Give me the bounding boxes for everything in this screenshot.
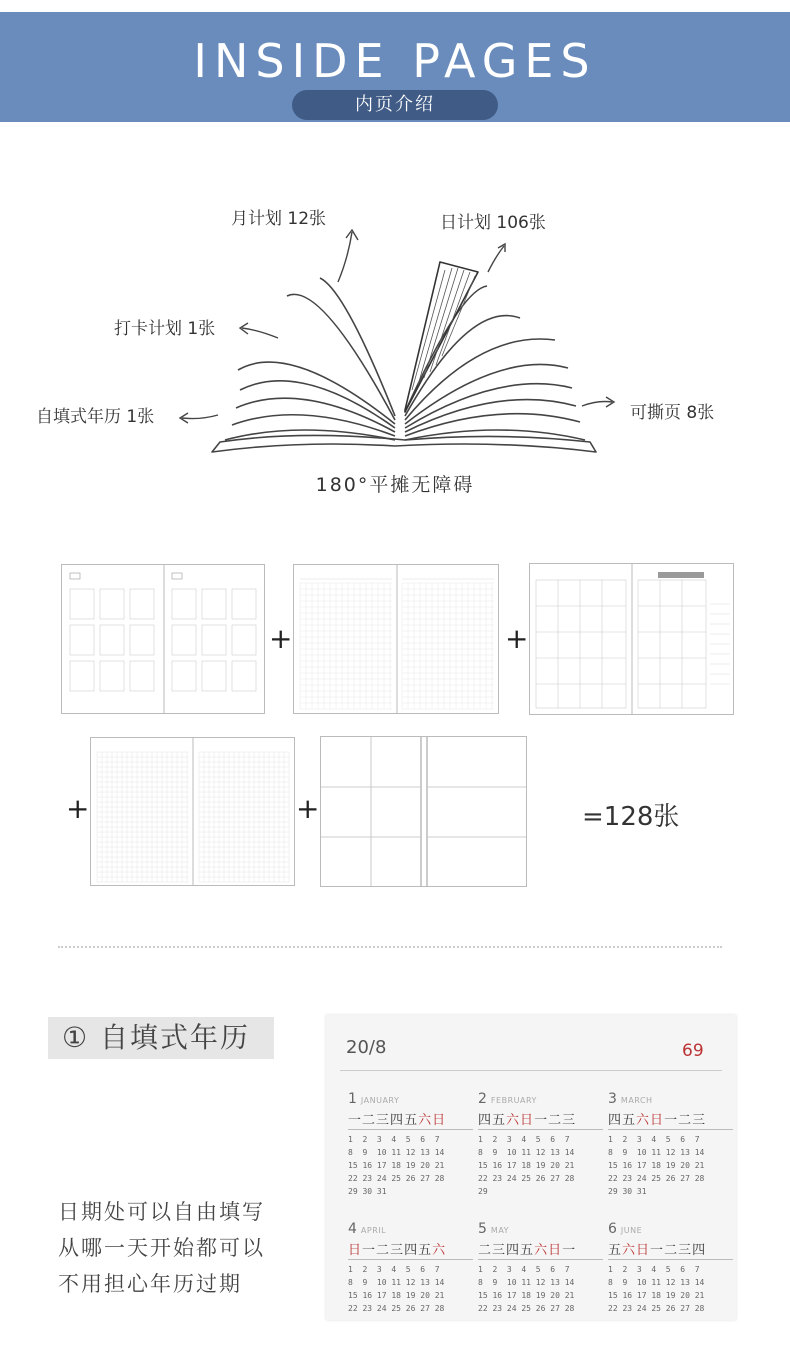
section-desc-line: 不用担心年历过期 [58, 1272, 242, 1296]
weekday-label: 一 [664, 1113, 679, 1128]
weekday-label: 二 [548, 1113, 563, 1128]
section-title: ① 自填式年历 [48, 1017, 274, 1059]
month-name: JUNE [620, 1226, 643, 1235]
month-heading: 3 MARCH [608, 1091, 653, 1107]
thumb-tearable-pages [320, 736, 527, 887]
weekday-row [608, 1239, 733, 1260]
weekday-label: 三 [390, 1243, 405, 1258]
day-numbers: 1 2 3 4 5 6 7 8 9 10 11 12 13 14 15 16 17 18 19 20 21 22 23 24 25 26 27 28 29 30 31 [348, 1135, 445, 1196]
weekday-label: 三 [678, 1243, 693, 1258]
thumb-monthly-plan [529, 563, 734, 715]
weekday-label: 五 [404, 1113, 419, 1128]
weekday-label: 一 [534, 1113, 549, 1128]
weekday-label: 五 [418, 1243, 433, 1258]
weekday-label: 三 [692, 1113, 707, 1128]
weekday-label: 六 [636, 1113, 651, 1128]
calendar-month [608, 1221, 733, 1315]
weekday-label: 一 [562, 1243, 577, 1258]
calendar-month [348, 1091, 473, 1198]
plus-sign: + [66, 792, 90, 825]
weekday-label: 六 [418, 1113, 433, 1128]
weekday-label: 三 [562, 1113, 577, 1128]
thumb-checkin-plan [293, 564, 499, 714]
day-numbers: 1 2 3 4 5 6 7 8 9 10 11 12 13 14 15 16 17 18 19 20 21 22 23 24 25 26 27 28 [478, 1265, 575, 1313]
weekday-label: 六 [534, 1243, 549, 1258]
section-desc-line: 从哪一天开始都可以 [58, 1236, 265, 1260]
calendar-page-number: 69 [682, 1041, 704, 1061]
label-tearable-pages: 可撕页 8张 [630, 403, 715, 423]
weekday-label: 一 [348, 1113, 363, 1128]
month-heading: 6 JUNE [608, 1221, 643, 1237]
weekday-label: 日 [348, 1243, 363, 1258]
day-numbers: 1 2 3 4 5 6 7 8 9 10 11 12 13 14 15 16 17 18 19 20 21 22 23 24 25 26 27 28 [348, 1265, 445, 1313]
weekday-label: 五 [520, 1243, 535, 1258]
month-name: APRIL [360, 1226, 387, 1235]
month-heading: 4 APRIL [348, 1221, 387, 1237]
weekday-label: 四 [692, 1243, 707, 1258]
calendar-year: 20/8 [346, 1037, 387, 1058]
label-monthly-plan: 月计划 12张 [231, 209, 327, 229]
book-caption: 180°平摊无障碍 [315, 474, 475, 496]
page-subtitle: 内页介绍 [292, 90, 498, 120]
weekday-label: 二 [362, 1113, 377, 1128]
month-heading: 1 JANUARY [348, 1091, 400, 1107]
weekday-label: 四 [506, 1243, 521, 1258]
month-name: JANUARY [360, 1096, 400, 1105]
day-numbers: 1 2 3 4 5 6 7 8 9 10 11 12 13 14 15 16 17 18 19 20 21 22 23 24 25 26 27 28 29 [478, 1135, 575, 1196]
month-name: MAY [490, 1226, 510, 1235]
total-pages: =128张 [582, 802, 680, 832]
calendar-month [608, 1091, 733, 1198]
weekday-label: 日 [548, 1243, 563, 1258]
section-divider [58, 946, 722, 948]
label-year-calendar: 自填式年历 1张 [36, 407, 155, 427]
weekday-row [478, 1109, 603, 1130]
weekday-row [608, 1109, 733, 1130]
month-name: FEBRUARY [490, 1096, 537, 1105]
weekday-label: 三 [376, 1113, 391, 1128]
day-numbers: 1 2 3 4 5 6 7 8 9 10 11 12 13 14 15 16 17 18 19 20 21 22 23 24 25 26 27 28 29 30 31 [608, 1135, 705, 1196]
weekday-label: 日 [432, 1113, 447, 1128]
calendar-header-rule [340, 1070, 722, 1071]
weekday-label: 五 [622, 1113, 637, 1128]
calendar-month [348, 1221, 473, 1315]
weekday-row [478, 1239, 603, 1260]
weekday-label: 五 [608, 1243, 623, 1258]
weekday-label: 五 [492, 1113, 507, 1128]
weekday-label: 二 [664, 1243, 679, 1258]
month-name: MARCH [620, 1096, 653, 1105]
weekday-label: 六 [432, 1243, 447, 1258]
section-desc-line: 日期处可以自由填写 [58, 1200, 265, 1224]
weekday-label: 日 [520, 1113, 535, 1128]
weekday-label: 二 [376, 1243, 391, 1258]
weekday-label: 一 [650, 1243, 665, 1258]
open-book-illustration [0, 0, 790, 520]
label-daily-plan: 日计划 106张 [440, 213, 546, 233]
calendar-month [478, 1221, 603, 1315]
thumb-year-calendar [61, 564, 265, 714]
weekday-label: 日 [636, 1243, 651, 1258]
month-heading: 2 FEBRUARY [478, 1091, 537, 1107]
weekday-label: 四 [608, 1113, 623, 1128]
thumb-daily-plan [90, 737, 295, 886]
day-numbers: 1 2 3 4 5 6 7 8 9 10 11 12 13 14 15 16 17 18 19 20 21 22 23 24 25 26 27 28 [608, 1265, 705, 1313]
weekday-label: 二 [678, 1113, 693, 1128]
plus-sign: + [505, 622, 529, 655]
weekday-label: 一 [362, 1243, 377, 1258]
calendar-month [478, 1091, 603, 1198]
plus-sign: + [296, 792, 320, 825]
weekday-label: 四 [478, 1113, 493, 1128]
page-title: INSIDE PAGES [193, 34, 597, 88]
weekday-label: 六 [506, 1113, 521, 1128]
weekday-label: 二 [478, 1243, 493, 1258]
weekday-row [348, 1239, 473, 1260]
weekday-label: 四 [404, 1243, 419, 1258]
month-heading: 5 MAY [478, 1221, 510, 1237]
label-checkin-plan: 打卡计划 1张 [114, 319, 216, 339]
weekday-label: 三 [492, 1243, 507, 1258]
weekday-row [348, 1109, 473, 1130]
weekday-label: 四 [390, 1113, 405, 1128]
plus-sign: + [269, 622, 293, 655]
weekday-label: 日 [650, 1113, 665, 1128]
calendar-photo [326, 1015, 736, 1320]
weekday-label: 六 [622, 1243, 637, 1258]
